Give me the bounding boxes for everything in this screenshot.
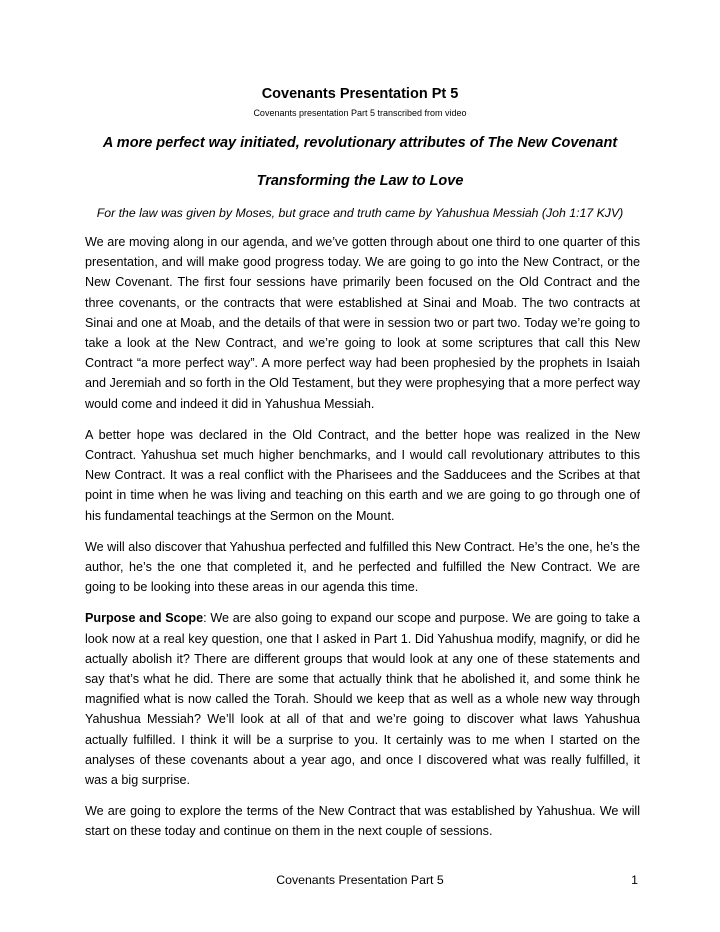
section-heading-primary: A more perfect way initiated, revolutionary attributes of The New Covenant — [102, 135, 618, 151]
paragraph-2: A better hope was declared in the Old Contract, and the better hope was realized in the New Contract. Yahushua set much higher benchmarks, and I would call revolutionary attributes to this New Contract. It was a real conflict with the Pharisees and the Sadducees and the Scribes at that point in time when he was living and teaching on this earth and we are going to go through one of his fundamental teachings at the Sermon on the Mount. — [85, 427, 640, 523]
document-title: Covenants Presentation Pt 5 — [261, 86, 459, 102]
paragraph-4 — [85, 608, 640, 790]
document-body — [85, 232, 640, 853]
paragraph-4-text: : We are also going to expand our scope and purpose. We are going to take a look now at a real key question, one that I asked in Part 1. Did Yahushua modify, magnify, or did he actually abolish it? There are different groups that would look at any one of these statements and say that’s what he did. There are some that actually think that he abolished it, and some think he magnified what is now called the Torah. Should we keep that as well as a whole new way through Yahushua Messiah? We’ll look at all of that and we’re going to discover what laws Yahushua actually fulfilled. I think it will be a surprise to you. It certainly was to me when I started on the analyses of these covenants about a year ago, and once I discovered what was really fulfilled, it was a big surprise. — [85, 611, 640, 788]
paragraph-1: We are moving along in our agenda, and we’ve gotten through about one third to one quarter of this presentation, and will make good progress today. We are going to go into the New Contract, or the New Covenant. The first four sessions have primarily been focused on the Old Contract and the three covenants, or the contracts that were established at Sinai and Moab. The two contracts at Sinai and one at Moab, and the details of that were in session two or part two. Today we’re going to take a look at the New Contract, and we’re going to look at some scriptures that call this New Contract “a more perfect way”. A more perfect way had been prophesied by the prophets in Isaiah and Jeremiah and so forth in the Old Testament, but they were prophesying that a more perfect way would come and indeed it did in Yahushua Messiah. — [85, 235, 640, 411]
scripture-quote: For the law was given by Moses, but grace and truth came by Yahushua Messiah (Joh 1:17 KJV) — [96, 206, 624, 220]
paragraph-lead-purpose-and-scope: Purpose and Scope — [85, 611, 204, 626]
paragraph-3: We will also discover that Yahushua perfected and fulfilled this New Contract. He’s the one, he’s the author, he’s the one that completed it, and he perfected and fulfilled the New Contract. We are going to be looking into these areas in our agenda this time. — [85, 539, 640, 595]
footer-label: Covenants Presentation Part 5 — [276, 873, 444, 887]
document-subtitle: Covenants presentation Part 5 transcribed from video — [253, 108, 467, 118]
section-heading-secondary: Transforming the Law to Love — [256, 173, 464, 189]
paragraph-5: We are going to explore the terms of the New Contract that was established by Yahushua. We will start on these today and continue on them in the next couple of sessions. — [85, 804, 640, 839]
page-number: 1 — [631, 873, 638, 887]
